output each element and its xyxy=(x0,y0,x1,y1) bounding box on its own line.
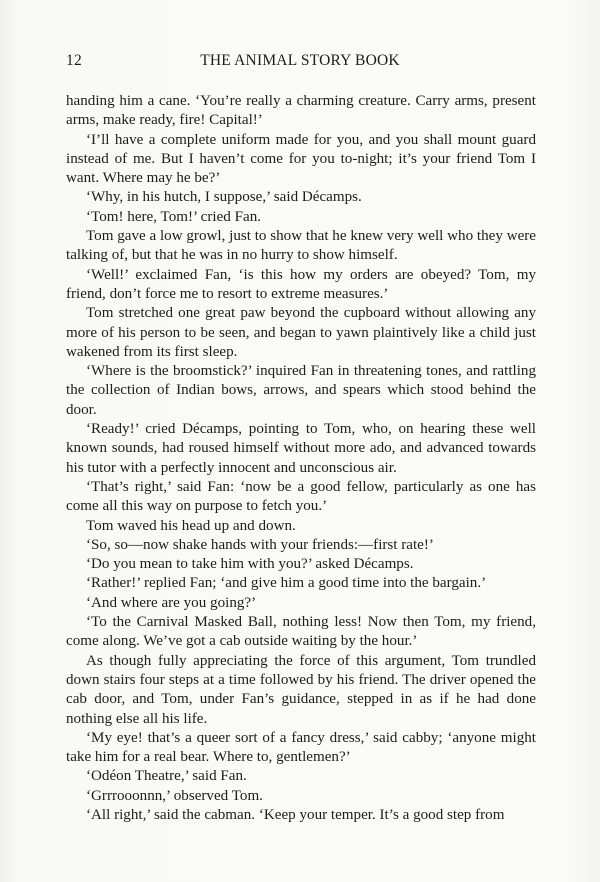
paragraph: ‘Rather!’ replied Fan; ‘and give him a good time into the bargain.’ xyxy=(86,575,487,592)
paragraph: As though fully appreciating the force of this argument, Tom trundled down stairs four steps at a time followed by his friend. The driver opened the cab door, and Tom, under Fan’s guidance, stepped in as if he had done nothing else all his life. xyxy=(66,652,536,727)
paragraph: ‘Do you mean to take him with you?’ asked Décamps. xyxy=(86,556,414,573)
paragraph: ‘Ready!’ cried Décamps, pointing to Tom, who, on hearing these well known sounds, had roused himself without more ado, and advanced towards his tutor with a perfectly innocent and unconscious air. xyxy=(66,421,536,476)
paragraph: handing him a cane. ‘You’re really a charming creature. Carry arms, present arms, make ready, fire! Capital!’ xyxy=(66,93,536,129)
paragraph: Tom gave a low growl, just to show that he knew very well who they were talking of, but that he was in no hurry to show himself. xyxy=(66,228,536,264)
paragraph: ‘So, so—now shake hands with your friends:—first rate!’ xyxy=(86,536,434,553)
page-header xyxy=(66,52,534,76)
body-text xyxy=(66,92,536,825)
paragraph: ‘I’ll have a complete uniform made for you, and you shall mount guard instead of me. But I haven’t come for you to-night; it’s your friend Tom I want. Where may he be?’ xyxy=(66,131,536,187)
paragraph: ‘My eye! that’s a queer sort of a fancy dress,’ said cabby; ‘anyone might take him for a real bear. Where to, gentlemen?’ xyxy=(66,729,536,766)
paragraph: Tom waved his head up and down. xyxy=(86,517,296,534)
paragraph: ‘Grrrooonnn,’ observed Tom. xyxy=(86,787,263,804)
paragraph: ‘Odéon Theatre,’ said Fan. xyxy=(86,768,247,785)
paragraph: ‘And where are you going?’ xyxy=(86,594,257,611)
paragraph: ‘All right,’ said the cabman. ‘Keep your temper. It’s a good step from xyxy=(86,806,505,823)
page-number: 12 xyxy=(66,52,82,69)
paragraph: ‘To the Carnival Masked Ball, nothing less! Now then Tom, my friend, come along. We’ve got a cab outside waiting by the hour.’ xyxy=(66,614,536,650)
paragraph: ‘Tom! here, Tom!’ cried Fan. xyxy=(86,208,262,225)
paragraph: Tom stretched one great paw beyond the cupboard without allowing any more of his person to be seen, and began to yawn plaintively like a child just wakened from its first sleep. xyxy=(66,305,536,360)
paragraph: ‘Where is the broomstick?’ inquired Fan in threatening tones, and rattling the collection of Indian bows, arrows, and spears which stood behind the door. xyxy=(66,363,536,418)
paragraph: ‘Why, in his hutch, I suppose,’ said Décamps. xyxy=(86,189,362,206)
paragraph: ‘That’s right,’ said Fan: ‘now be a good fellow, particularly as one has come all this way on purpose to fetch you.’ xyxy=(66,478,536,515)
running-title: THE ANIMAL STORY BOOK xyxy=(200,52,400,69)
paragraph: ‘Well!’ exclaimed Fan, ‘is this how my orders are obeyed? Tom, my friend, don’t force me to resort to extreme measures.’ xyxy=(66,266,536,302)
